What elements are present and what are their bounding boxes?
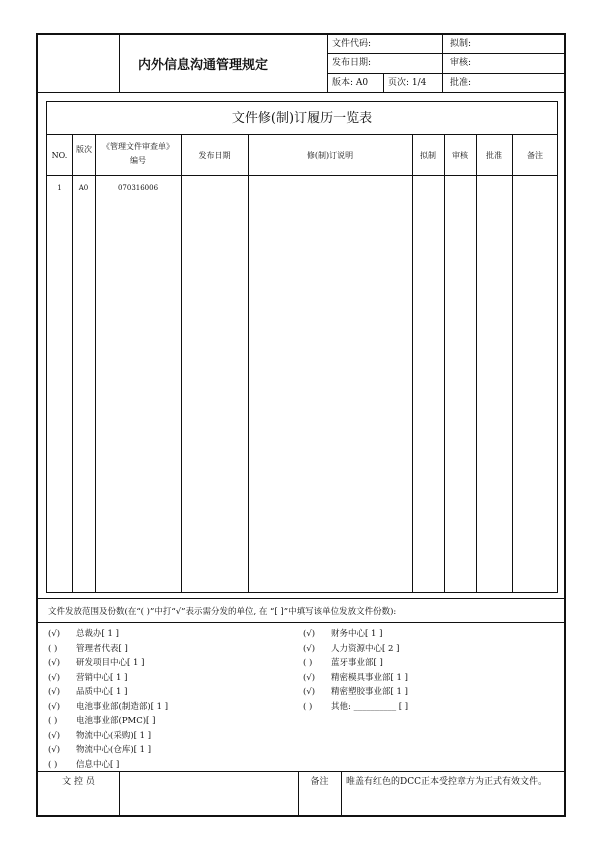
distribution-unit: 其他: __________ [ ] [331, 701, 409, 712]
revision-header-line [47, 175, 557, 176]
distribution-checkbox[interactable]: ( ) [48, 643, 58, 654]
col-header-reviewed: 审核 [452, 151, 468, 160]
col-divider [95, 134, 96, 592]
revision-title-line [47, 134, 557, 135]
drafted-label: 拟制: [450, 39, 472, 49]
distribution-item [303, 671, 553, 686]
distribution-checkbox[interactable]: ( ) [48, 759, 58, 770]
footer-top-line [38, 771, 564, 772]
distribution-checkbox[interactable]: (√) [48, 701, 61, 712]
cell-no: 1 [57, 184, 62, 192]
cell-version: A0 [78, 184, 89, 192]
distribution-unit: 精密塑胶事业部[ 1 ] [331, 687, 408, 697]
distribution-item [48, 729, 298, 744]
reviewed-label: 审核: [450, 58, 472, 68]
distribution-unit: 品质中心[ 1 ] [76, 687, 128, 697]
version-label: 版本: A0 [332, 78, 369, 88]
distribution-item [303, 642, 553, 657]
distribution-checkbox[interactable]: (√) [48, 658, 61, 668]
distribution-instruction-line [38, 622, 564, 623]
document-title: 内外信息沟通管理规定 [138, 58, 269, 73]
page-label: 页次: 1/4 [388, 78, 427, 88]
distribution-checkbox[interactable]: ( ) [303, 701, 313, 712]
col-header-review-form-2: 编号 [130, 156, 146, 165]
distribution-unit: 物流中心(采购)[ 1 ] [76, 730, 152, 741]
col-divider [412, 134, 413, 592]
col-divider [181, 134, 182, 592]
distribution-checkbox[interactable]: (√) [48, 745, 61, 755]
distribution-item [48, 685, 298, 700]
distribution-unit: 营销中心[ 1 ] [76, 672, 128, 683]
col-header-issue-date: 发布日期 [198, 151, 231, 160]
distribution-unit: 财务中心[ 1 ] [331, 629, 383, 639]
distribution-right-list [303, 627, 553, 714]
col-divider [512, 134, 513, 592]
footer-remarks-text: 唯盖有红色的DCC正本受控章方为正式有效文件。 [346, 777, 547, 787]
distribution-unit: 电池事业部(制造部)[ 1 ] [76, 701, 169, 712]
distribution-unit: 物流中心(仓库)[ 1 ] [76, 745, 152, 755]
distribution-item [303, 700, 553, 715]
distribution-top-line [38, 598, 564, 599]
header-vline-1 [119, 35, 120, 92]
distribution-item [303, 627, 553, 642]
header-vline-4 [383, 73, 384, 92]
distribution-item [48, 656, 298, 671]
distribution-checkbox[interactable]: (√) [48, 672, 61, 683]
header-vline-3 [442, 35, 443, 92]
col-header-review-form: 《管理文件审查单》 [102, 142, 174, 151]
col-divider [444, 134, 445, 592]
distribution-item [303, 685, 553, 700]
issue-date-label: 发布日期: [332, 58, 372, 68]
distribution-item [48, 642, 298, 657]
col-divider [248, 134, 249, 592]
document-frame [36, 33, 566, 817]
distribution-unit: 总裁办[ 1 ] [76, 629, 119, 639]
distribution-unit: 人力资源中心[ 2 ] [331, 643, 400, 654]
footer-remarks-label: 备注 [310, 777, 329, 787]
col-divider [476, 134, 477, 592]
col-header-no: NO. [51, 151, 68, 160]
col-header-remarks: 备注 [527, 151, 543, 160]
col-header-approved: 批准 [486, 151, 502, 160]
footer-vline-1 [119, 771, 120, 815]
col-divider [72, 134, 73, 592]
distribution-unit: 管理者代表[ ] [76, 643, 128, 654]
distribution-checkbox[interactable]: ( ) [48, 716, 58, 726]
distribution-item [48, 671, 298, 686]
header-vline-2 [327, 35, 328, 92]
header-bottom-line [38, 92, 564, 93]
revision-table-title: 文件修(制)订履历一览表 [231, 111, 373, 126]
distribution-checkbox[interactable]: ( ) [303, 658, 313, 668]
distribution-unit: 信息中心[ ] [76, 759, 120, 770]
col-header-description: 修(制)订说明 [306, 151, 354, 160]
distribution-checkbox[interactable]: (√) [48, 687, 61, 697]
distribution-item [48, 743, 298, 758]
distribution-unit: 电池事业部(PMC)[ ] [76, 716, 156, 726]
footer-vline-3 [341, 771, 342, 815]
distribution-unit: 精密模具事业部[ 1 ] [331, 672, 408, 683]
distribution-checkbox[interactable]: (√) [303, 687, 316, 697]
approved-label: 批准: [450, 78, 472, 88]
distribution-checkbox[interactable]: (√) [303, 629, 316, 639]
col-header-version: 版次 [76, 145, 92, 154]
revision-table [46, 101, 558, 593]
distribution-item [48, 700, 298, 715]
cell-review-form-no: 070316006 [117, 184, 159, 192]
distribution-item [48, 758, 298, 773]
header-divider-1 [327, 53, 564, 54]
distribution-left-list [48, 627, 298, 772]
distribution-item [48, 714, 298, 729]
distribution-checkbox[interactable]: (√) [48, 730, 61, 741]
distribution-unit: 研发项目中心[ 1 ] [76, 658, 145, 668]
header-divider-2 [327, 73, 564, 74]
doc-code-label: 文件代码: [332, 39, 372, 49]
distribution-checkbox[interactable]: (√) [48, 629, 61, 639]
distribution-item [303, 656, 553, 671]
distribution-item [48, 627, 298, 642]
distribution-instruction: 文件发放范围及份数(在“( )”中打“√”表示需分发的单位, 在 “[ ]”中填写该单位发放文件份数): [48, 607, 397, 617]
distribution-checkbox[interactable]: (√) [303, 643, 316, 654]
controller-label: 文 控 员 [62, 777, 95, 787]
col-header-drafted: 拟制 [420, 151, 436, 160]
distribution-checkbox[interactable]: (√) [303, 672, 316, 683]
distribution-unit: 蓝牙事业部[ ] [331, 658, 383, 668]
